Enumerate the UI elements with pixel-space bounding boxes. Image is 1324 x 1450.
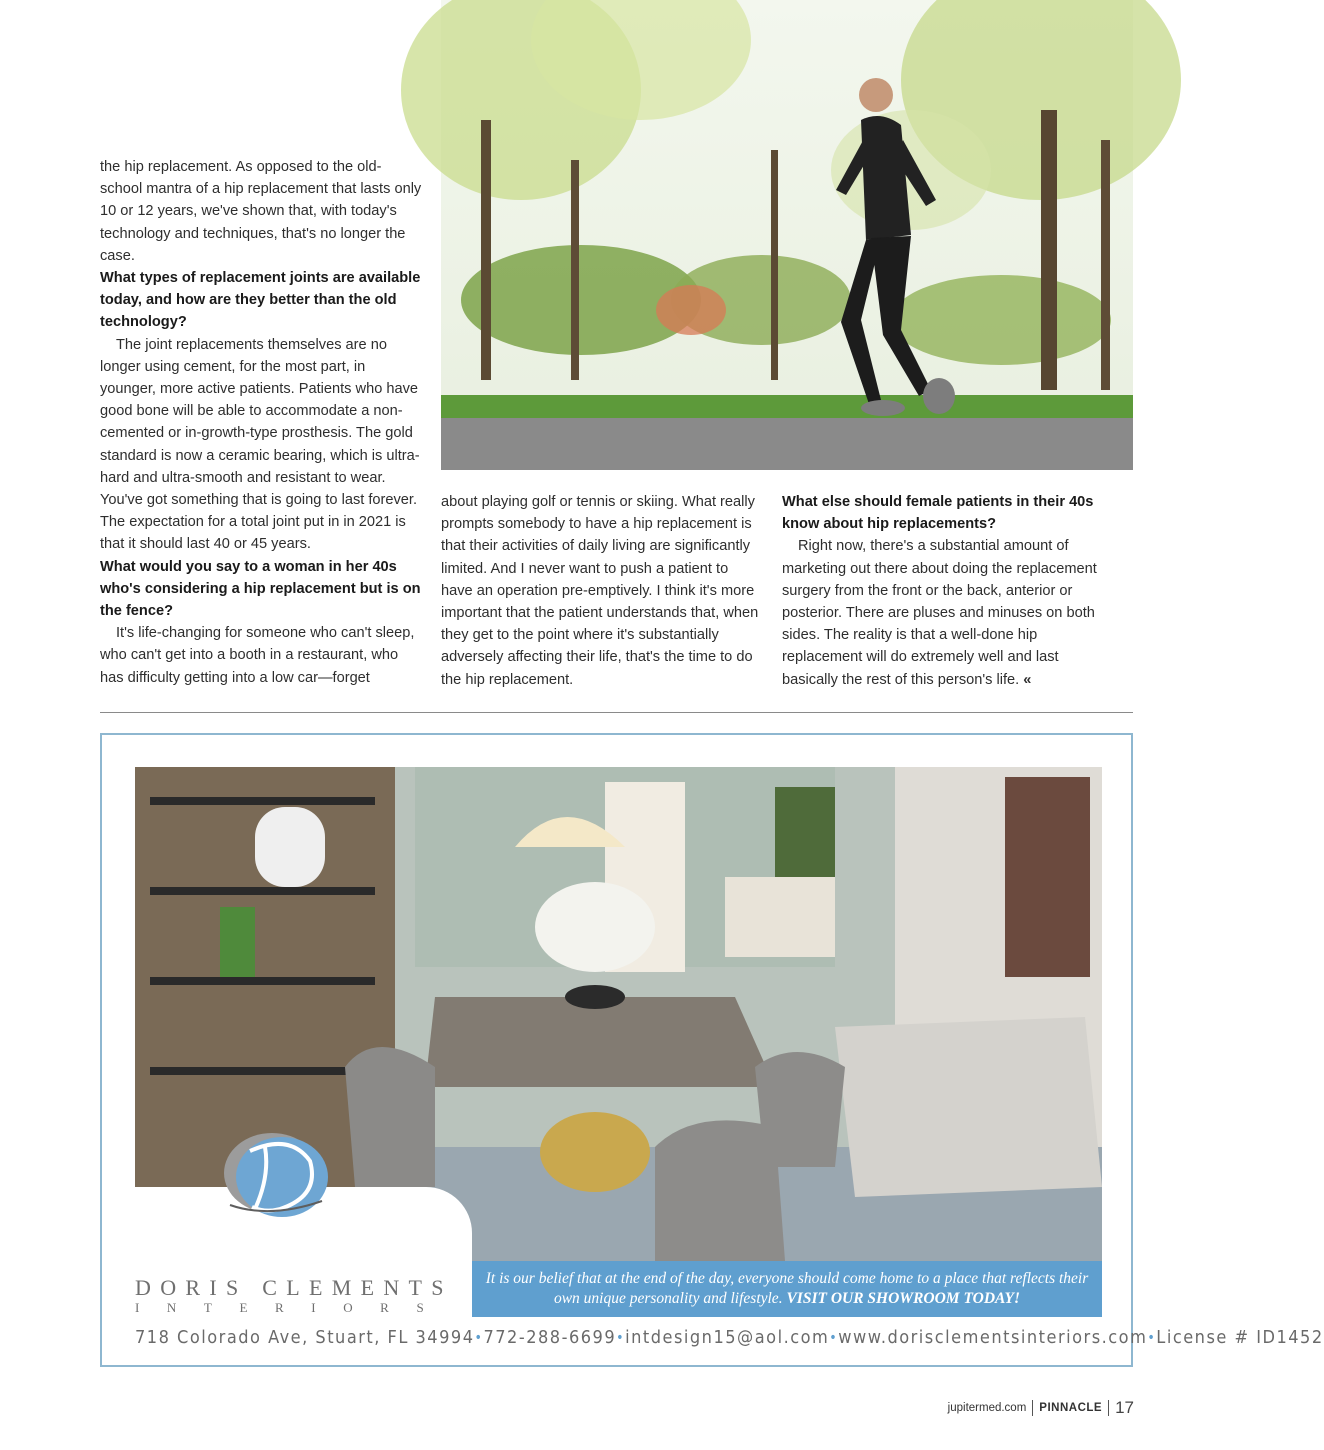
magazine-name: PINNACLE — [1039, 1402, 1103, 1414]
separator-dot: • — [1147, 1329, 1157, 1346]
contact-line — [135, 1327, 1324, 1348]
brand-name: DORIS CLEMENTS — [135, 1275, 453, 1300]
tagline-text: It is our belief that at the end of the day, everyone should come home to a place that reflects their own unique personality and lifestyle. — [485, 1270, 1089, 1307]
end-mark: « — [1023, 671, 1032, 688]
footer-separator — [1032, 1400, 1033, 1416]
section-divider — [100, 712, 1133, 713]
website: www.dorisclementsinteriors.com — [838, 1327, 1148, 1348]
footer-separator — [1108, 1400, 1109, 1416]
article-column-3 — [782, 491, 1104, 691]
phone-number: 772-288-6699 — [483, 1327, 617, 1348]
runner-photo — [441, 0, 1133, 470]
footer-site: jupitermed.com — [947, 1402, 1027, 1414]
license-number: License # ID1452 — [1156, 1327, 1324, 1348]
paragraph: The joint replacements themselves are no longer using cement, for the most part, in younger, more active patients. Patients who have good bone will be able to accommodate a non-cemented or in-growth-type prosthesis. The gold standard is now a ceramic bearing, which is ultra-hard and ultra-smooth and resistant to wear. You've got something that is going to last forever. The expectation for a total joint put in in 2021 is that it should last 40 or 45 years. — [100, 336, 420, 553]
page-footer — [948, 1398, 1134, 1418]
brand-subtitle: INTERIORS — [135, 1300, 452, 1315]
question-heading: What would you say to a woman in her 40s who's considering a hip replacement but is on the fence? — [100, 558, 421, 620]
article-column-1 — [100, 156, 422, 689]
paragraph: the hip replacement. As opposed to the old-school mantra of a hip replacement that lasts only 10 or 12 years, we've shown that, with today's technology and techniques, that's no longer the case. — [100, 159, 422, 264]
address: 718 Colorado Ave, Stuart, FL 34994 — [135, 1327, 475, 1348]
paragraph — [782, 535, 1104, 690]
paragraph: about playing golf or tennis or skiing. What really prompts somebody to have a hip replacement is that their activities of daily living are significantly limited. And I never want to push a patient to have an operation pre-emptively. I think it's more important that the patient understands that, when they get to the point where it's substantially adversely affecting their life, that's the time to do the hip replacement. — [441, 494, 759, 688]
article-column-2 — [441, 491, 763, 691]
question-heading: What else should female patients in their 40s know about hip replacements? — [782, 494, 1094, 533]
page-number: 17 — [1115, 1398, 1134, 1417]
separator-dot: • — [474, 1329, 484, 1346]
separator-dot: • — [829, 1329, 839, 1346]
separator-dot: • — [616, 1329, 626, 1346]
email-address: intdesign15@aol.com — [625, 1327, 830, 1348]
question-heading: What types of replacement joints are available today, and how are they better than the old technology? — [100, 270, 421, 331]
doris-clements-logo — [210, 1121, 340, 1221]
paragraph-text: Right now, there's a substantial amount of marketing out there about doing the replacement surgery from the front or the back, anterior or posterior. There are pluses and minuses on both sides. The reality is that a well-done hip replacement will do extremely well and last basically the rest of this person's life. — [782, 538, 1097, 688]
tagline-banner — [472, 1261, 1102, 1317]
showroom-cta: VISIT OUR SHOWROOM TODAY! — [786, 1290, 1021, 1307]
advertisement — [100, 733, 1324, 1367]
paragraph: It's life-changing for someone who can't sleep, who can't get into a booth in a restaurant, who has difficulty getting into a low car—forget — [100, 625, 415, 686]
